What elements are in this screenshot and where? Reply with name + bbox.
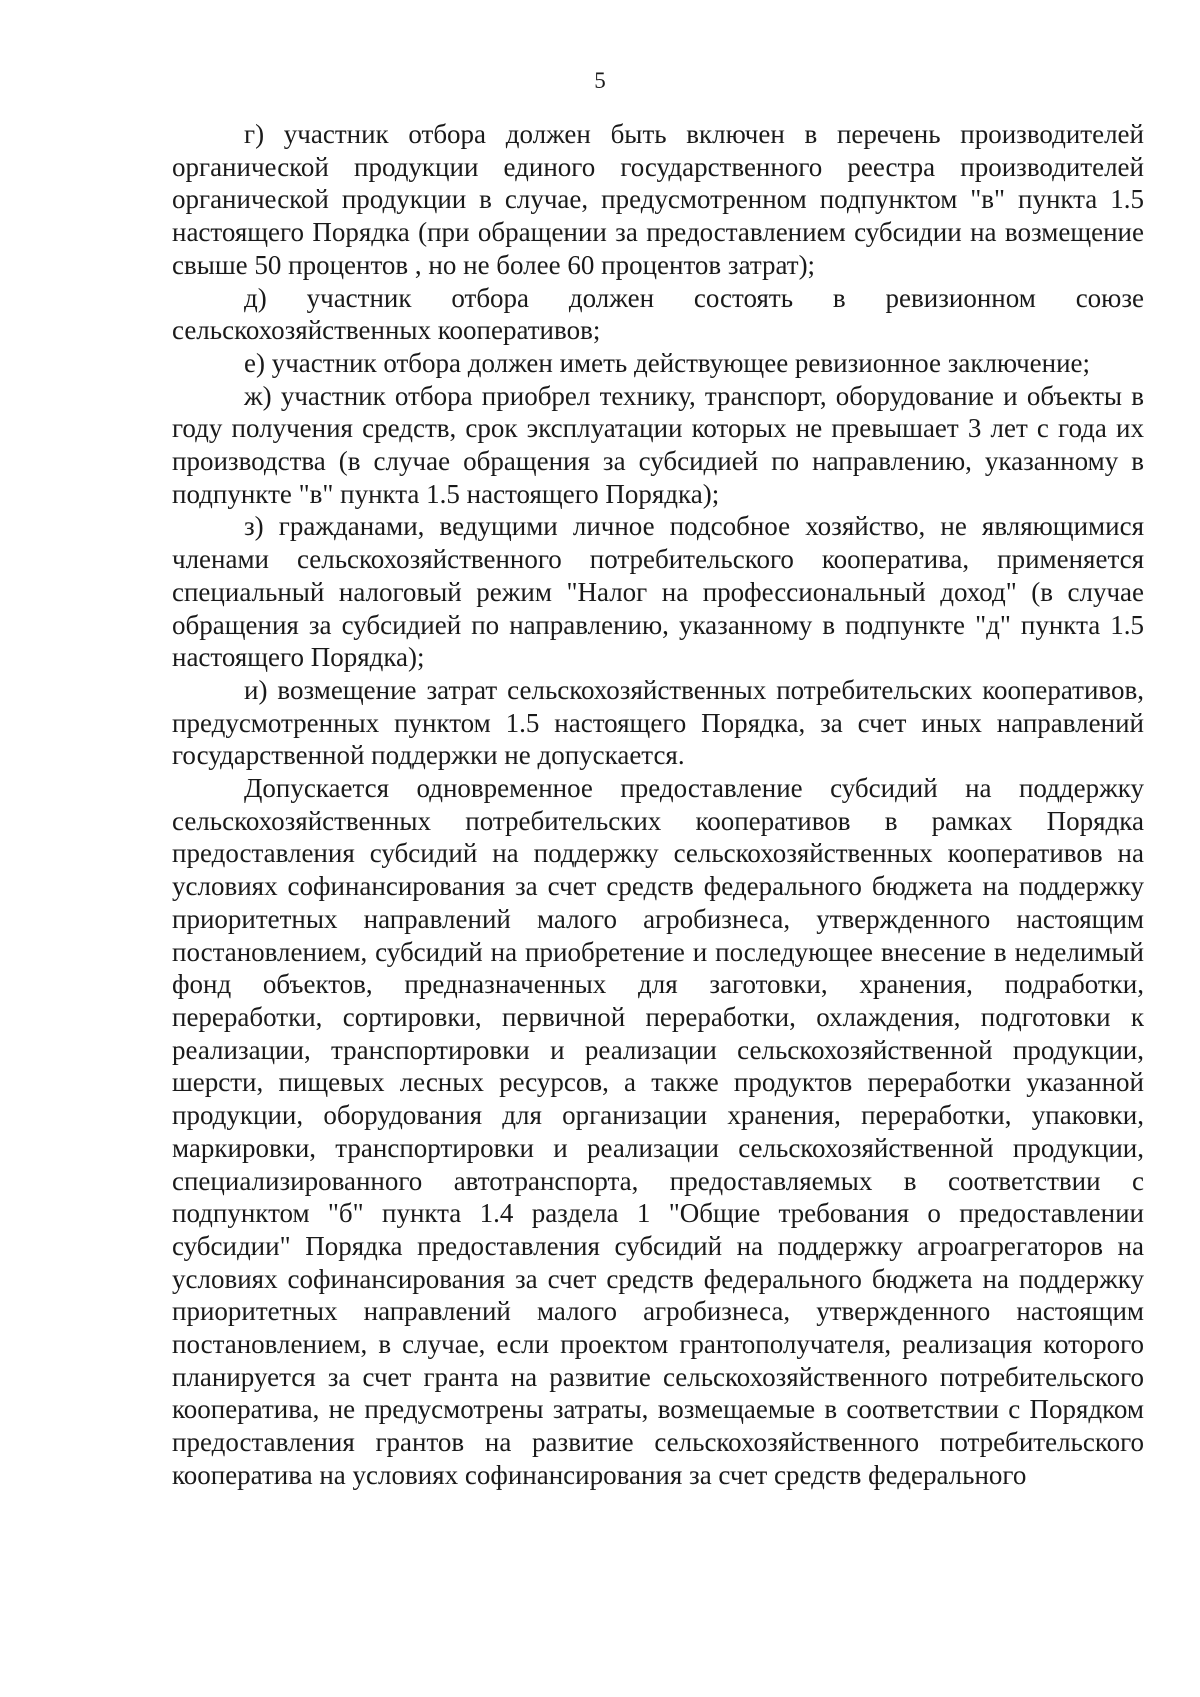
paragraph-item-e: е) участник отбора должен иметь действующее ревизионное заключение; bbox=[244, 347, 1091, 378]
paragraph-item-g: г) участник отбора должен быть включен в перечень производителей органической продукции единого государственного реестра производителей органической продукции в случае, предусмотренном подпунктом "в" пункта 1.5 настоящего Порядка (при обращении за предоставлением субсидии на возмещение свыше 50 процентов , но не более 60 процентов затрат); bbox=[172, 119, 1144, 280]
page-number: 5 bbox=[594, 68, 606, 93]
paragraph-item-z: з) гражданами, ведущими личное подсобное хозяйство, не являющимися членами сельскохозяйственного потребительского кооператива, применяется специальный налоговый режим "Налог на профессиональный доход" (в случае обращения за субсидией по направлению, указанному в подпункте "д" пункта 1.5 настоящего Порядка); bbox=[172, 511, 1144, 673]
document-body bbox=[172, 118, 1144, 1492]
paragraph-item-i: и) возмещение затрат сельскохозяйственных потребительских кооперативов, предусмотренных пунктом 1.5 настоящего Порядка, за счет иных направлений государственной поддержки не допускается. bbox=[172, 674, 1144, 771]
paragraph-item-d: д) участник отбора должен состоять в ревизионном союзе сельскохозяйственных кооперативов; bbox=[172, 282, 1144, 346]
paragraph-item-zh: ж) участник отбора приобрел технику, транспорт, оборудование и объекты в году получения средств, срок эксплуатации которых не превышает 3 лет с года их производства (в случае обращения за субсидией по направлению, указанному в подпункте "в" пункта 1.5 настоящего Порядка); bbox=[172, 380, 1144, 509]
paragraph-simultaneous-subsidies: Допускается одновременное предоставление субсидий на поддержку сельскохозяйственных потребительских кооперативов в рамках Порядка предоставления субсидий на поддержку сельскохозяйственных кооперативов на условиях софинансирования за счет средств федерального бюджета на поддержку приоритетных направлений малого агробизнеса, утвержденного настоящим постановлением, субсидий на приобретение и последующее внесение в неделимый фонд объектов, предназначенных для заготовки, хранения, подработки, переработки, сортировки, первичной переработки, охлаждения, подготовки к реализации, транспортировки и реализации сельскохозяйственной продукции, шерсти, пищевых лесных ресурсов, а также продуктов переработки указанной продукции, оборудования для организации хранения, переработки, упаковки, маркировки, транспортировки и реализации сельскохозяйственной продукции, специализированного автотранспорта, предоставляемых в соответствии с подпунктом "б" пункта 1.4 раздела 1 "Общие требования о предоставлении субсидии" Порядка предоставления субсидий на поддержку агроагрегаторов на условиях софинансирования за счет средств федерального бюджета на поддержку приоритетных направлений малого агробизнеса, утвержденного настоящим постановлением, в случае, если проектом грантополучателя, реализация которого планируется за счет гранта на развитие сельскохозяйственного потребительского кооператива, не предусмотрены затраты, возмещаемые в соответствии с Порядком предоставления грантов на развитие сельскохозяйственного потребительского кооператива на условиях софинансирования за счет средств федерального bbox=[172, 773, 1144, 1490]
